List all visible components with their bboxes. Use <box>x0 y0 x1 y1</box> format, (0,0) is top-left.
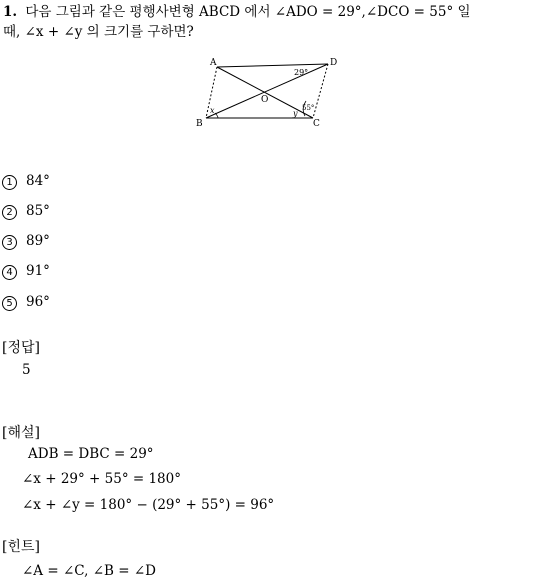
label-x: x <box>210 106 215 115</box>
option-5-marker: 5 <box>2 296 17 311</box>
question-line-1 <box>3 2 471 22</box>
label-c: C <box>313 119 320 129</box>
answer-heading: [정답] <box>2 340 40 356</box>
label-y: y <box>293 109 298 118</box>
option-3[interactable] <box>2 232 50 250</box>
label-a: A <box>210 58 217 68</box>
option-1-text: 84° <box>26 173 50 189</box>
question-text-2: 때, ∠x + ∠y 의 크기를 구하면? <box>3 24 194 40</box>
option-1[interactable] <box>2 172 50 190</box>
option-3-text: 89° <box>26 233 50 249</box>
label-angle-29: 29° <box>294 68 309 77</box>
option-2-text: 85° <box>26 203 50 219</box>
explanation-line-3: ∠x + ∠y = 180° − (29° + 55°) = 96° <box>22 497 275 513</box>
explanation-heading: [해설] <box>2 425 40 441</box>
parallelogram-figure <box>195 55 345 130</box>
option-4[interactable] <box>2 262 50 280</box>
hint-line: ∠A = ∠C, ∠B = ∠D <box>22 563 156 579</box>
question-text-1: 다음 그림과 같은 평행사변형 ABCD 에서 ∠ADO = 29°,∠DCO = 55° 일 <box>25 4 471 20</box>
explanation-line-2: ∠x + 29° + 55° = 180° <box>22 471 181 487</box>
answer-value: 5 <box>22 362 31 378</box>
option-4-marker: 4 <box>2 265 17 280</box>
option-2[interactable] <box>2 202 50 220</box>
option-3-marker: 3 <box>2 235 17 250</box>
question-number: 1. <box>3 4 18 20</box>
hint-heading: [힌트] <box>2 539 40 555</box>
option-2-marker: 2 <box>2 205 17 220</box>
option-5-text: 96° <box>26 294 50 310</box>
label-o: O <box>261 95 269 105</box>
label-d: D <box>330 58 338 68</box>
explanation-line-1: ADB = DBC = 29° <box>28 446 154 462</box>
option-4-text: 91° <box>26 263 50 279</box>
label-b: B <box>196 119 203 129</box>
option-1-marker: 1 <box>2 175 17 190</box>
label-angle-55: 55° <box>302 104 315 112</box>
option-5[interactable] <box>2 293 50 311</box>
